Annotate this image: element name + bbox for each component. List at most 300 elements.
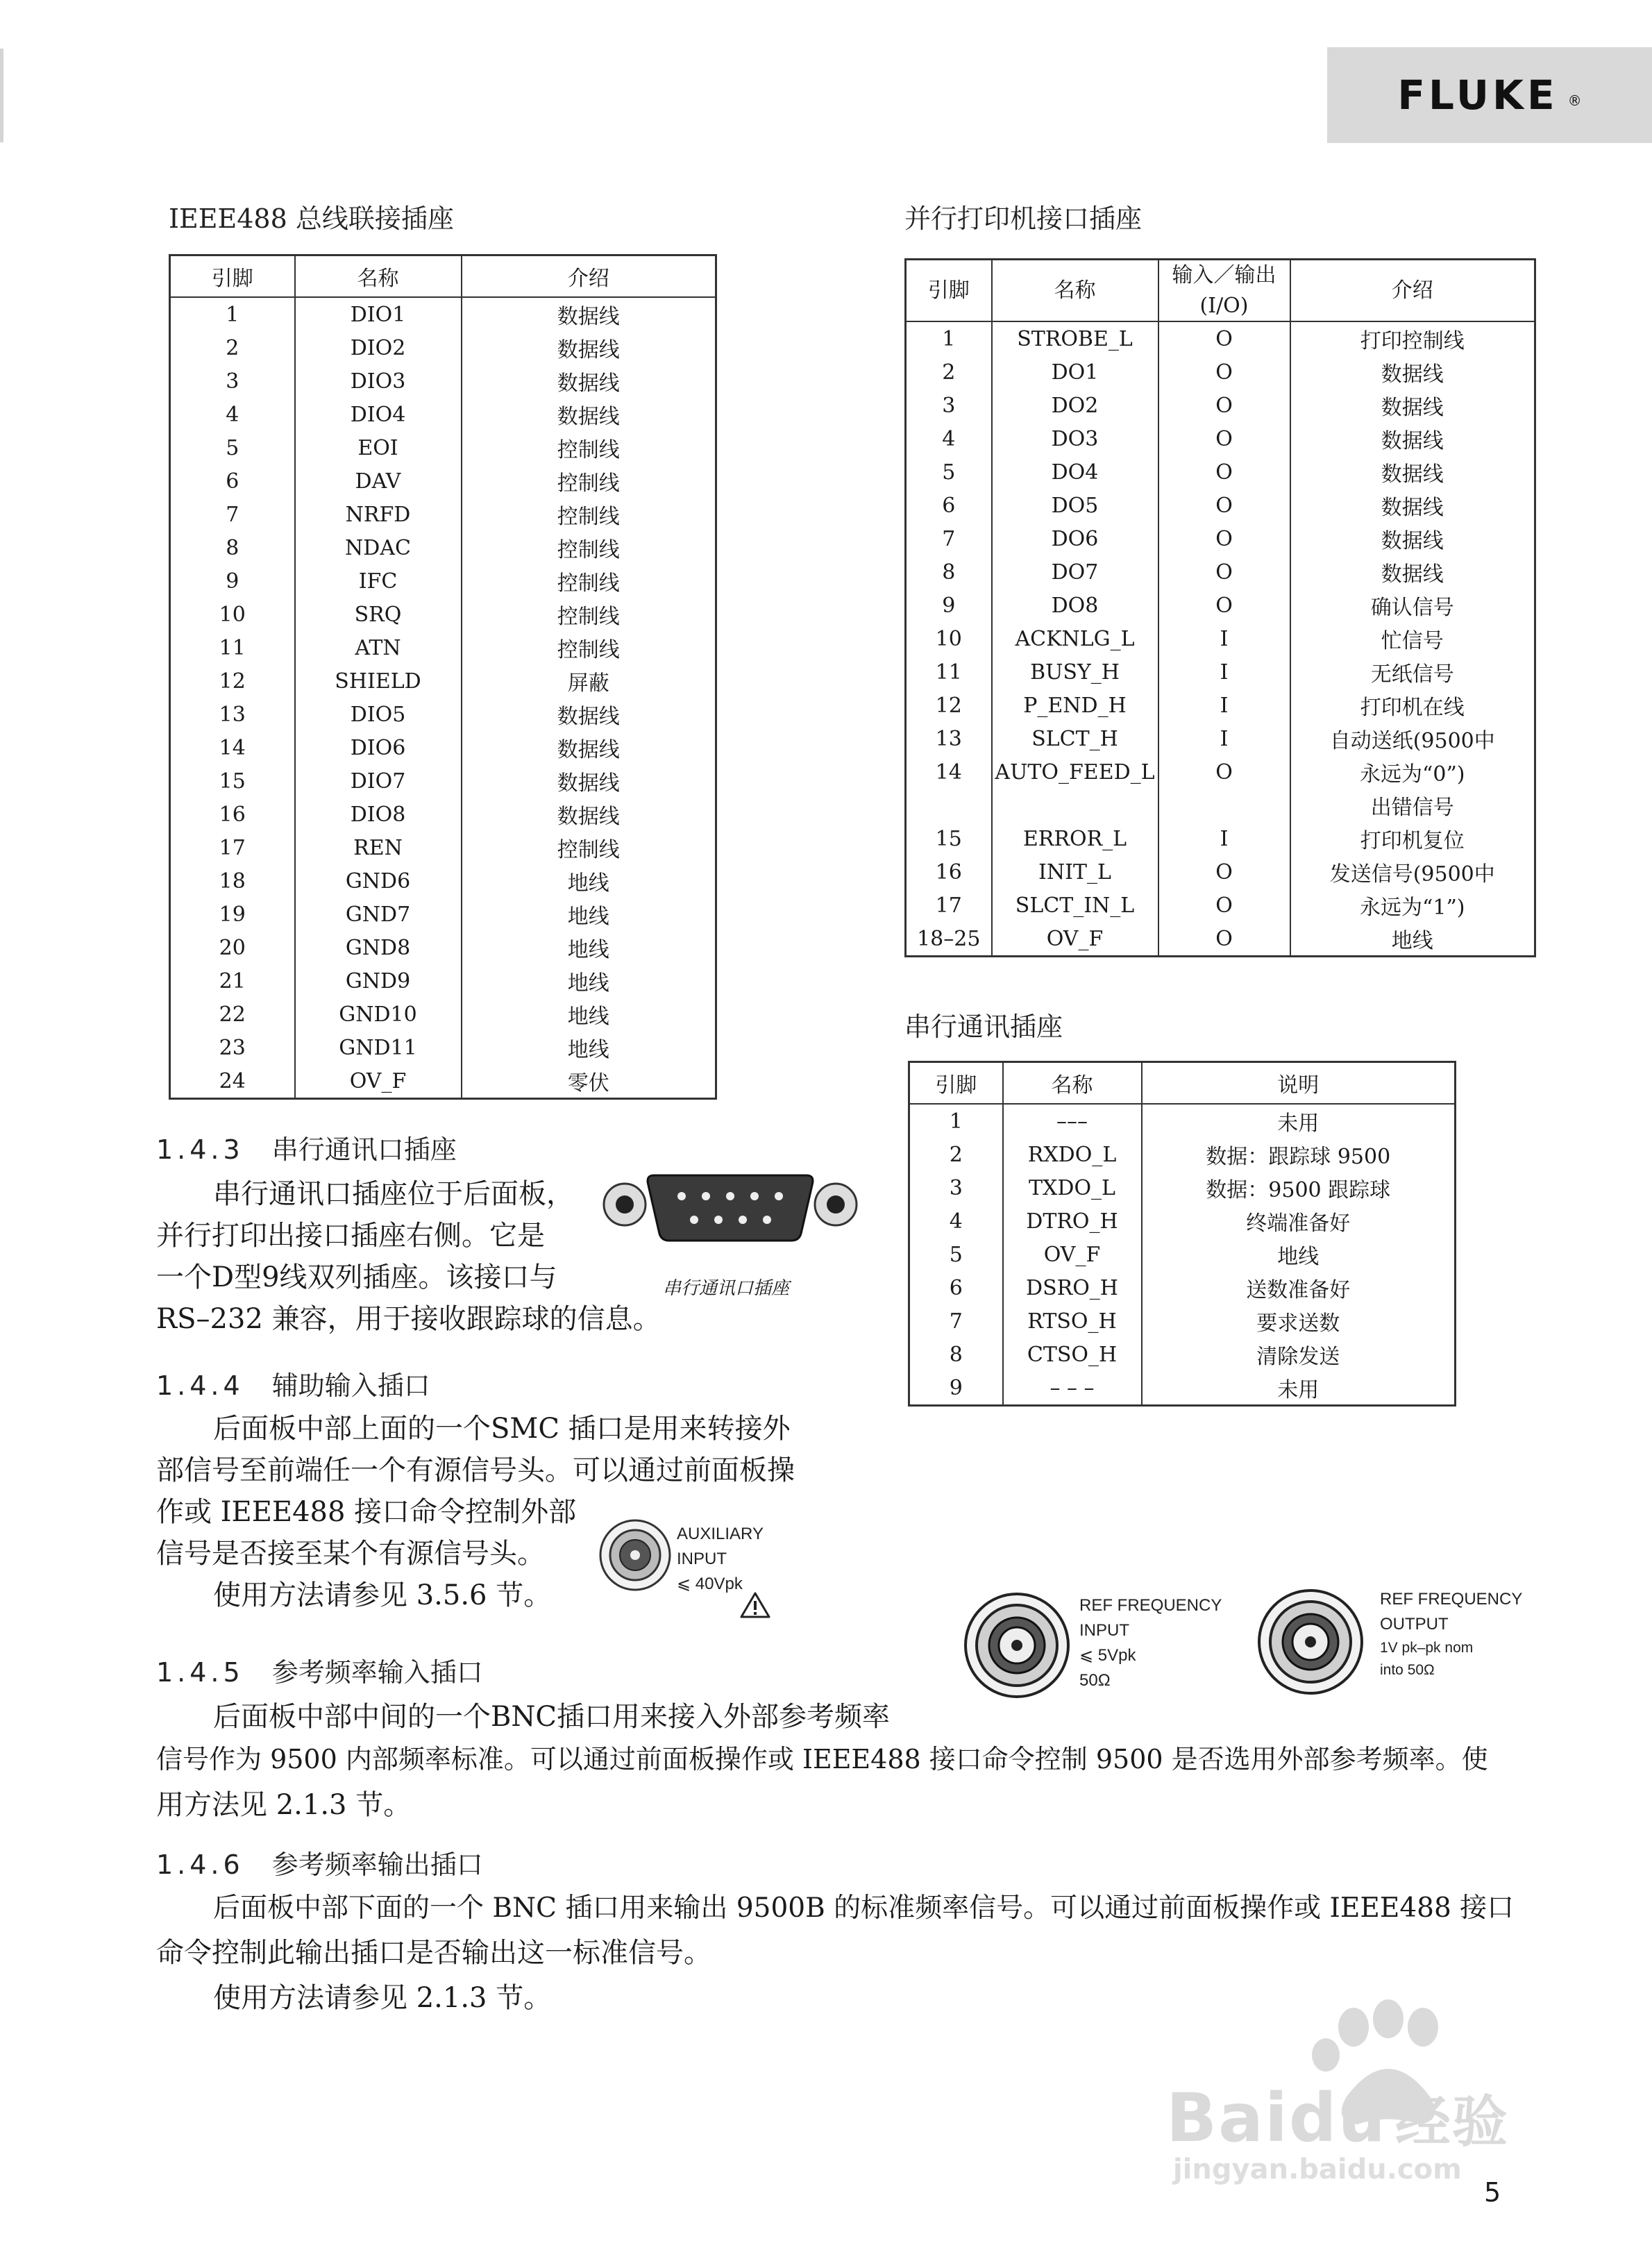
table-row — [170, 531, 716, 564]
table-cell: 6 — [906, 489, 992, 522]
table-cell: O — [1158, 522, 1290, 555]
table-cell: 数据线 — [1381, 529, 1444, 553]
table-cell: O — [1158, 455, 1290, 489]
table-cell: DO6 — [992, 522, 1158, 555]
table-row — [170, 731, 716, 764]
table-cell: SLCT_H — [992, 722, 1158, 755]
table-cell: 数据线 — [557, 305, 620, 329]
table-cell: 9 — [170, 564, 295, 598]
table-cell: ATN — [295, 631, 462, 664]
table-cell: O — [1158, 855, 1290, 889]
table-cell: P_END_H — [992, 689, 1158, 722]
table-row — [906, 655, 1535, 689]
table-cell: 数据线 — [557, 805, 620, 829]
table-cell: OV_F — [295, 1064, 462, 1099]
s146-line-2: 命令控制此输出插口是否输出这一标准信号。 — [156, 1937, 711, 1969]
s143-line-2: 并行打印出接口插座右侧。它是 — [156, 1220, 545, 1252]
table-cell — [1158, 789, 1290, 822]
table-cell: 清除发送 — [1256, 1345, 1340, 1369]
table-cell: 控制线 — [557, 538, 620, 562]
section-title: 参考频率输出插口 — [271, 1849, 483, 1880]
table-cell: TXDO_L — [1003, 1171, 1142, 1205]
table-cell: 22 — [170, 998, 295, 1031]
table-cell: 自动送纸(9500中 — [1329, 729, 1495, 753]
col-header-pin: 引脚 — [170, 255, 295, 298]
table-row — [170, 864, 716, 898]
table-cell: 8 — [906, 555, 992, 589]
table-row — [170, 464, 716, 498]
table-cell: 17 — [170, 831, 295, 864]
table-cell: 零伏 — [567, 1071, 609, 1096]
table-cell: 确认信号 — [1370, 596, 1454, 620]
ref-in-line-4: 50Ω — [1079, 1671, 1111, 1690]
table-cell: 23 — [170, 1031, 295, 1064]
table-row — [906, 922, 1535, 957]
table-cell: – – – — [1003, 1371, 1142, 1406]
table-cell: I — [1158, 822, 1290, 855]
table-row — [170, 498, 716, 531]
table-cell: 数据线 — [557, 738, 620, 762]
table-cell: O — [1158, 922, 1290, 957]
table-row — [170, 931, 716, 964]
table-cell: DO1 — [992, 355, 1158, 389]
table-cell: 1 — [906, 321, 992, 355]
table-row — [170, 364, 716, 398]
table-cell: DO8 — [992, 589, 1158, 622]
s145-line-3: 用方法见 2.1.3 节。 — [156, 1789, 412, 1821]
table-row — [170, 398, 716, 431]
col-header-pin: 引脚 — [909, 1062, 1003, 1105]
table-header-row — [909, 1062, 1456, 1105]
table-cell: I — [1158, 689, 1290, 722]
table-cell: 数据线 — [557, 338, 620, 362]
table-row — [906, 722, 1535, 755]
table-cell: 未用 — [1277, 1111, 1320, 1136]
section-title: 参考频率输入插口 — [271, 1657, 483, 1688]
table-cell: 14 — [906, 755, 992, 789]
table-cell: DIO2 — [295, 331, 462, 364]
table-cell: 数据线 — [557, 771, 620, 796]
section-number: 1.4.5 — [156, 1657, 244, 1688]
table-cell: 控制线 — [557, 571, 620, 596]
table-cell: INIT_L — [992, 855, 1158, 889]
table-cell: 控制线 — [557, 505, 620, 529]
mounting-hole-right — [815, 1184, 857, 1225]
table-cell: 控制线 — [557, 471, 620, 496]
table-cell: 打印控制线 — [1360, 329, 1465, 353]
table-cell: O — [1158, 555, 1290, 589]
table-cell: 6 — [170, 464, 295, 498]
table-cell: STROBE_L — [992, 321, 1158, 355]
table-cell: 控制线 — [557, 438, 620, 462]
table-cell: OV_F — [992, 922, 1158, 957]
table-cell: SHIELD — [295, 664, 462, 698]
s146-line-1: 后面板中部下面的一个 BNC 插口用来输出 9500B 的标准频率信号。可以通过前面板操作或 IEEE488 接口 — [213, 1892, 1515, 1924]
serial-table-caption: 串行通讯插座 — [904, 1012, 1063, 1042]
table-cell: 9 — [909, 1371, 1003, 1406]
s145-line-2: 信号作为 9500 内部频率标准。可以通过前面板操作或 IEEE488 接口命令控制 9500 是否选用外部参考频率。使 — [156, 1744, 1488, 1774]
ieee488-pin-table — [169, 254, 717, 1100]
table-cell: RTSO_H — [1003, 1304, 1142, 1338]
table-cell: 8 — [170, 531, 295, 564]
table-cell: SRQ — [295, 598, 462, 631]
parallel-table-caption: 并行打印机接口插座 — [904, 203, 1143, 234]
table-row — [170, 964, 716, 998]
s143-line-1: 串行通讯口插座位于后面板， — [213, 1178, 574, 1210]
ref-in-line-3: ⩽ 5Vpk — [1079, 1646, 1136, 1665]
table-row — [909, 1304, 1456, 1338]
table-cell: 终端准备好 — [1246, 1211, 1351, 1236]
table-cell: O — [1158, 889, 1290, 922]
table-row — [170, 598, 716, 631]
auxiliary-input-label — [677, 1522, 764, 1597]
section-title: 串行通讯口插座 — [271, 1134, 457, 1165]
serial-pin-table — [908, 1061, 1456, 1407]
serial-db9-connector-image — [598, 1163, 869, 1267]
table-cell: DIO8 — [295, 798, 462, 831]
table-cell — [992, 789, 1158, 822]
db9-shell — [648, 1175, 813, 1241]
table-cell: 地线 — [567, 938, 609, 962]
watermark-suffix: 经验 — [1394, 2090, 1509, 2154]
table-cell: 2 — [906, 355, 992, 389]
section-number: 1.4.3 — [156, 1134, 244, 1165]
table-cell: 地线 — [567, 1005, 609, 1029]
table-cell: 出错信号 — [1370, 796, 1454, 820]
section-1-4-6-heading — [156, 1843, 483, 1881]
table-cell: 数据线 — [1381, 462, 1444, 487]
parallel-printer-pin-table — [904, 258, 1536, 957]
table-cell: 数据线 — [1381, 562, 1444, 587]
table-cell: IFC — [295, 564, 462, 598]
table-cell: AUTO_FEED_L — [992, 755, 1158, 789]
table-cell: 控制线 — [557, 605, 620, 629]
table-cell: 12 — [170, 664, 295, 698]
table-row — [170, 1064, 716, 1099]
ref-out-line-3: 1V pk–pk nom — [1380, 1640, 1474, 1656]
table-row — [906, 789, 1535, 822]
table-cell: 1 — [170, 297, 295, 331]
table-cell: O — [1158, 422, 1290, 455]
table-row — [906, 889, 1535, 922]
table-cell: DO7 — [992, 555, 1158, 589]
table-cell: DO5 — [992, 489, 1158, 522]
table-cell: 打印机在线 — [1360, 696, 1465, 720]
watermark-brand-text: Baidu — [1166, 2079, 1387, 2157]
watermark-brand — [1166, 2077, 1509, 2157]
table-cell: OV_F — [1003, 1238, 1142, 1271]
table-cell: 地线 — [567, 905, 609, 929]
table-row — [906, 389, 1535, 422]
table-cell: 6 — [909, 1271, 1003, 1304]
s145-line-1: 后面板中部中间的一个BNC插口用来接入外部参考频率 — [213, 1701, 890, 1733]
table-cell: 21 — [170, 964, 295, 998]
table-cell: 13 — [170, 698, 295, 731]
table-cell: 地线 — [567, 871, 609, 896]
ieee-table-caption: IEEE488 总线联接插座 — [169, 203, 454, 234]
table-row — [906, 489, 1535, 522]
table-cell: 13 — [906, 722, 992, 755]
table-cell: 数据线 — [557, 705, 620, 729]
table-cell: 11 — [170, 631, 295, 664]
table-cell: 3 — [909, 1171, 1003, 1205]
s144-line-3: 作或 IEEE488 接口命令控制外部 — [156, 1496, 577, 1528]
s144-line-2: 部信号至前端任一个有源信号头。可以通过前面板操 — [156, 1454, 795, 1486]
col-header-pin: 引脚 — [906, 260, 992, 322]
table-cell: I — [1158, 655, 1290, 689]
table-cell: 未用 — [1277, 1378, 1320, 1402]
col-header-desc: 说明 — [1142, 1062, 1456, 1105]
table-cell: 2 — [170, 331, 295, 364]
table-row — [909, 1371, 1456, 1406]
ref-frequency-output-label — [1380, 1587, 1522, 1681]
aux-label-line-2: INPUT — [677, 1550, 727, 1568]
table-cell: 4 — [906, 422, 992, 455]
table-cell: I — [1158, 722, 1290, 755]
table-cell: 无纸信号 — [1370, 662, 1454, 687]
table-row — [170, 564, 716, 598]
table-cell: 16 — [170, 798, 295, 831]
table-cell: 数据线 — [1381, 396, 1444, 420]
table-cell: 9 — [906, 589, 992, 622]
table-row — [170, 898, 716, 931]
table-cell: 控制线 — [557, 838, 620, 862]
table-row — [170, 698, 716, 731]
table-cell: 数据线 — [1381, 429, 1444, 453]
aux-label-line-3: ⩽ 40Vpk — [677, 1575, 743, 1593]
table-cell: 12 — [906, 689, 992, 722]
fluke-logo — [1327, 47, 1652, 143]
auxiliary-smc-connector-image — [597, 1517, 673, 1593]
table-cell: GND8 — [295, 931, 462, 964]
table-cell: 地线 — [1277, 1245, 1320, 1269]
table-row — [170, 664, 716, 698]
table-cell: I — [1158, 622, 1290, 655]
serial-table-body — [909, 1104, 1456, 1406]
table-row — [906, 522, 1535, 555]
section-1-4-5-heading — [156, 1651, 483, 1689]
table-cell: DIO1 — [295, 297, 462, 331]
table-cell: GND6 — [295, 864, 462, 898]
table-cell: DIO7 — [295, 764, 462, 798]
table-cell: GND9 — [295, 964, 462, 998]
col-header-io — [1158, 260, 1290, 322]
section-1-4-4-heading — [156, 1364, 430, 1402]
table-cell: 7 — [909, 1304, 1003, 1338]
table-cell: GND7 — [295, 898, 462, 931]
table-cell: 发送信号(9500中 — [1329, 862, 1495, 887]
table-row — [170, 998, 716, 1031]
table-cell: DIO6 — [295, 731, 462, 764]
table-cell: O — [1158, 589, 1290, 622]
table-cell: 5 — [906, 455, 992, 489]
page-number: 5 — [1484, 2177, 1501, 2208]
table-cell: DTRO_H — [1003, 1205, 1142, 1238]
left-edge-rule — [0, 49, 3, 142]
table-row — [909, 1171, 1456, 1205]
table-cell: 永远为“0”) — [1360, 762, 1465, 787]
table-cell: DO2 — [992, 389, 1158, 422]
table-row — [170, 297, 716, 331]
table-cell: 10 — [906, 622, 992, 655]
table-cell: 数据线 — [1381, 496, 1444, 520]
section-title: 辅助输入插口 — [271, 1370, 430, 1401]
table-cell: 7 — [906, 522, 992, 555]
table-cell: 3 — [906, 389, 992, 422]
table-row — [906, 689, 1535, 722]
table-row — [170, 764, 716, 798]
table-cell: 数据线 — [557, 371, 620, 396]
table-row — [906, 589, 1535, 622]
table-cell: 19 — [170, 898, 295, 931]
table-cell: 控制线 — [557, 638, 620, 662]
table-cell: 10 — [170, 598, 295, 631]
table-cell: BUSY_H — [992, 655, 1158, 689]
table-cell: 18 — [170, 864, 295, 898]
warning-triangle-icon — [739, 1591, 771, 1619]
table-row — [170, 331, 716, 364]
table-cell: 数据线 — [1381, 362, 1444, 387]
table-row — [909, 1271, 1456, 1304]
s144-line-4: 信号是否接至某个有源信号头。 — [156, 1538, 545, 1570]
s144-line-5: 使用方法请参见 3.5.6 节。 — [213, 1579, 552, 1611]
table-cell: O — [1158, 489, 1290, 522]
table-row — [170, 798, 716, 831]
table-cell: 4 — [909, 1205, 1003, 1238]
table-cell: 20 — [170, 931, 295, 964]
col-header-name: 名称 — [992, 260, 1158, 322]
table-cell: 地线 — [1391, 929, 1433, 953]
table-cell: 2 — [909, 1138, 1003, 1171]
table-row — [906, 321, 1535, 355]
table-cell: O — [1158, 389, 1290, 422]
table-cell: ERROR_L — [992, 822, 1158, 855]
table-cell: DO3 — [992, 422, 1158, 455]
table-cell: NRFD — [295, 498, 462, 531]
table-cell: 7 — [170, 498, 295, 531]
table-row — [906, 755, 1535, 789]
section-1-4-3-heading — [156, 1128, 457, 1166]
table-cell: 3 — [170, 364, 295, 398]
table-cell: 18–25 — [906, 922, 992, 957]
col-header-io-line2: (I/O) — [1199, 293, 1249, 318]
table-row — [909, 1104, 1456, 1138]
s146-line-3: 使用方法请参见 2.1.3 节。 — [213, 1982, 552, 2014]
table-row — [906, 422, 1535, 455]
table-row — [909, 1205, 1456, 1238]
table-row — [170, 431, 716, 464]
table-cell: 数据：跟踪球 9500 — [1206, 1145, 1391, 1169]
col-header-desc: 介绍 — [1290, 260, 1535, 322]
table-cell: NDAC — [295, 531, 462, 564]
section-number: 1.4.4 — [156, 1370, 244, 1401]
table-row — [906, 855, 1535, 889]
col-header-desc: 介绍 — [462, 255, 716, 298]
table-row — [170, 631, 716, 664]
table-cell: ACKNLG_L — [992, 622, 1158, 655]
table-cell: GND10 — [295, 998, 462, 1031]
table-row — [906, 355, 1535, 389]
table-row — [906, 555, 1535, 589]
table-cell: 17 — [906, 889, 992, 922]
table-cell: GND11 — [295, 1031, 462, 1064]
table-header-row — [170, 255, 716, 298]
table-cell — [906, 789, 992, 822]
s144-line-1: 后面板中部上面的一个SMC 插口是用来转接外 — [213, 1413, 791, 1445]
table-cell: DSRO_H — [1003, 1271, 1142, 1304]
table-cell: 数据：9500 跟踪球 — [1206, 1178, 1391, 1202]
table-cell: 要求送数 — [1256, 1311, 1340, 1336]
table-cell: 15 — [906, 822, 992, 855]
table-cell: REN — [295, 831, 462, 864]
ieee-table-body — [170, 297, 716, 1099]
table-cell: CTSO_H — [1003, 1338, 1142, 1371]
table-cell: 24 — [170, 1064, 295, 1099]
table-cell: 地线 — [567, 971, 609, 996]
col-header-name: 名称 — [1003, 1062, 1142, 1105]
table-cell: O — [1158, 755, 1290, 789]
table-row — [906, 622, 1535, 655]
ref-out-line-1: REF FREQUENCY — [1380, 1590, 1523, 1609]
table-cell: 5 — [170, 431, 295, 464]
table-header-row — [906, 260, 1535, 322]
col-header-io-line1: 输入／输出 — [1172, 263, 1276, 287]
table-row — [909, 1338, 1456, 1371]
table-cell: 永远为“1”) — [1360, 896, 1465, 920]
table-cell: 4 — [170, 398, 295, 431]
ref-out-line-2: OUTPUT — [1380, 1615, 1449, 1634]
table-cell: 屏蔽 — [567, 671, 609, 696]
table-cell: EOI — [295, 431, 462, 464]
table-row — [170, 831, 716, 864]
section-number: 1.4.6 — [156, 1849, 244, 1880]
table-cell: 16 — [906, 855, 992, 889]
table-cell: DIO3 — [295, 364, 462, 398]
table-row — [170, 1031, 716, 1064]
table-cell: 忙信号 — [1381, 629, 1444, 653]
table-cell: 1 — [909, 1104, 1003, 1138]
ref-in-line-2: INPUT — [1079, 1621, 1129, 1640]
s143-line-3: 一个D型9线双列插座。该接口与 — [156, 1261, 557, 1293]
serial-connector-image-caption: 串行通讯口插座 — [663, 1278, 790, 1299]
table-cell: DIO4 — [295, 398, 462, 431]
ref-out-line-4: into 50Ω — [1380, 1661, 1435, 1678]
table-cell: 14 — [170, 731, 295, 764]
table-cell: DIO5 — [295, 698, 462, 731]
table-cell: SLCT_IN_L — [992, 889, 1158, 922]
table-row — [906, 822, 1535, 855]
table-cell: DAV — [295, 464, 462, 498]
table-cell: 5 — [909, 1238, 1003, 1271]
table-cell: 数据线 — [557, 405, 620, 429]
s143-line-4: RS–232 兼容，用于接收跟踪球的信息。 — [156, 1303, 661, 1335]
table-cell: ––– — [1003, 1104, 1142, 1138]
baidu-jingyan-watermark — [1152, 1999, 1541, 2185]
ref-in-line-1: REF FREQUENCY — [1079, 1596, 1222, 1615]
table-cell: 送数准备好 — [1246, 1278, 1351, 1302]
ref-frequency-input-bnc-image — [961, 1590, 1072, 1701]
table-cell: 15 — [170, 764, 295, 798]
table-cell: 8 — [909, 1338, 1003, 1371]
aux-label-line-1: AUXILIARY — [677, 1525, 764, 1543]
table-cell: 打印机复位 — [1360, 829, 1465, 853]
table-cell: O — [1158, 355, 1290, 389]
ref-frequency-input-label — [1079, 1593, 1222, 1693]
ref-frequency-output-bnc-image — [1255, 1586, 1366, 1697]
registered-mark: ® — [1567, 92, 1582, 109]
col-header-name: 名称 — [295, 255, 462, 298]
table-row — [909, 1238, 1456, 1271]
